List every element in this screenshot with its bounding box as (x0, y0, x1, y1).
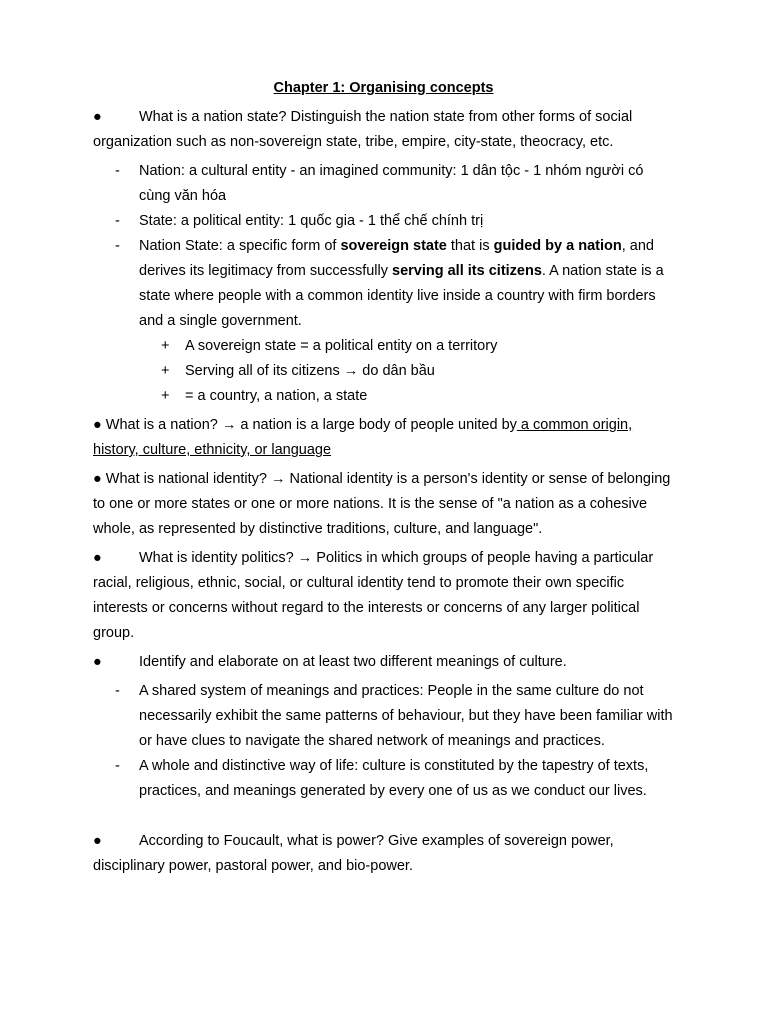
meaning-text: A whole and distinctive way of life: culture is constituted by the tapestry of texts, practices, and meanings generated by every one of us as we conduct our lives. (139, 758, 649, 799)
bullet-icon: ● (93, 833, 102, 849)
question-text: What is a nation state? Distinguish the nation state from other forms of social organization such as non-sovereign state, tribe, empire, city-state, theocracy, etc. (93, 109, 633, 150)
question-culture (93, 650, 674, 675)
text-run: , and derives its legitimacy from successfully (139, 238, 654, 279)
nation-state-definitions (93, 159, 674, 409)
question-text: What is identity politics? → Politics in which groups of people having a particular racial, religious, ethnic, social, or cultural identity tend to promote their own specific interests or concerns without regard to the interests or concerns of any larger political group. (93, 550, 654, 641)
dash-marker: - (115, 213, 120, 229)
culture-meanings (93, 679, 674, 804)
question-identity-politics (93, 546, 674, 646)
question-text: ● What is national identity? → National identity is a person's identity or sense of belonging to one or more states or one or more nations. It is the sense of "a nation as a cohesive whole, as represented by distinctive traditions, culture, and language". (93, 471, 671, 537)
plus-marker: + (161, 338, 170, 354)
list-item (139, 334, 674, 359)
question-nation-state (93, 105, 674, 155)
question-nation (93, 413, 674, 463)
underlined-answer: a common origin, history, culture, ethnicity, or language (93, 417, 633, 458)
list-item (93, 679, 674, 754)
bold-serving-citizens: serving all its citizens (392, 263, 542, 279)
definition-state: State: a political entity: 1 quốc gia - 1 thể chế chính trị (139, 213, 484, 229)
chapter-title: Chapter 1: Organising concepts (273, 80, 494, 96)
note-text: = a country, a nation, a state (185, 388, 368, 404)
list-item (93, 159, 674, 209)
question-foucault-power (93, 829, 674, 879)
definition-nation-state (139, 238, 664, 329)
list-item (139, 384, 674, 409)
bold-guided-by-nation: guided by a nation (493, 238, 622, 254)
bold-sovereign-state: sovereign state (340, 238, 447, 254)
list-item (93, 754, 674, 804)
question-text: According to Foucault, what is power? Give examples of sovereign power, disciplinary power, pastoral power, and bio-power. (93, 833, 614, 874)
plus-marker: + (161, 363, 170, 379)
dash-marker: - (115, 683, 120, 699)
list-item (139, 359, 674, 384)
definition-nation: Nation: a cultural entity - an imagined community: 1 dân tộc - 1 nhóm người có cùng văn hóa (139, 163, 644, 204)
list-item (93, 234, 674, 409)
text-run: that is (446, 238, 494, 254)
question-national-identity (93, 467, 674, 542)
nation-state-notes (139, 334, 674, 409)
text-run: Nation State: a specific form of (139, 238, 341, 254)
question-text: Identify and elaborate on at least two different meanings of culture. (139, 654, 567, 670)
list-item (93, 209, 674, 234)
plus-marker: + (161, 388, 170, 404)
note-text: Serving all of its citizens → do dân bầu (185, 363, 435, 379)
bullet-icon: ● (93, 550, 102, 566)
text-run: . A nation state is a state where people with a common identity live inside a country with firm borders and a single government. (139, 263, 664, 329)
bullet-icon: ● (93, 654, 102, 670)
note-text: A sovereign state = a political entity on a territory (185, 338, 498, 354)
dash-marker: - (115, 238, 120, 254)
question-text: ● What is a nation? → a nation is a large body of people united by (93, 417, 517, 433)
blank-line (93, 804, 674, 825)
bullet-icon: ● (93, 109, 102, 125)
dash-marker: - (115, 758, 120, 774)
meaning-text: A shared system of meanings and practices: People in the same culture do not necessarily exhibit the same patterns of behaviour, but they have been familiar with or have clues to navigate the shared network of meanings and practices. (139, 683, 673, 749)
dash-marker: - (115, 163, 120, 179)
